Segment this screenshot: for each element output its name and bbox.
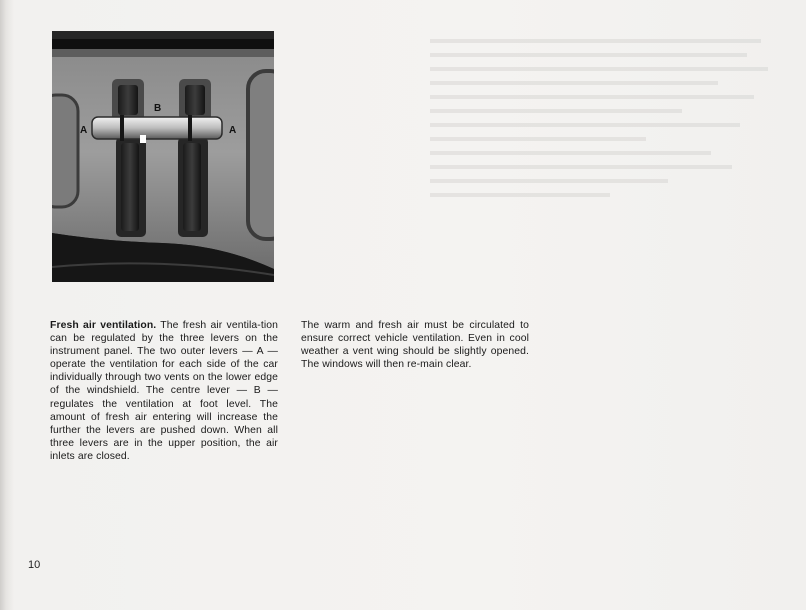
ventilation-levers-photo <box>52 31 274 282</box>
section-body: The fresh air ventila-tion can be regulated by the three levers on the instrument panel. The two outer levers — A — operate the ventilation for each side of the car individually through two vents on the lower edge of the windshield. The centre lever — B — regulates the ventilation at foot level. The amount of fresh air entering will increase the further the levers are pushed down. When all three levers are in the upper position, the air inlets are closed. <box>50 320 278 462</box>
section-heading: Fresh air ventilation. <box>50 320 157 331</box>
show-through-text <box>430 30 790 290</box>
label-a-right: A <box>229 125 237 136</box>
circulation-body: The warm and fresh air must be circulated to ensure correct vehicle ventilation. Even in cool weather a vent wing should be slightly opened. The windows will then re-main clear. <box>301 320 529 371</box>
page-number: 10 <box>28 559 41 571</box>
circulation-text <box>301 319 529 371</box>
label-b-centre: B <box>154 103 162 114</box>
fresh-air-ventilation-text <box>50 319 278 463</box>
label-a-left: A <box>80 125 88 136</box>
